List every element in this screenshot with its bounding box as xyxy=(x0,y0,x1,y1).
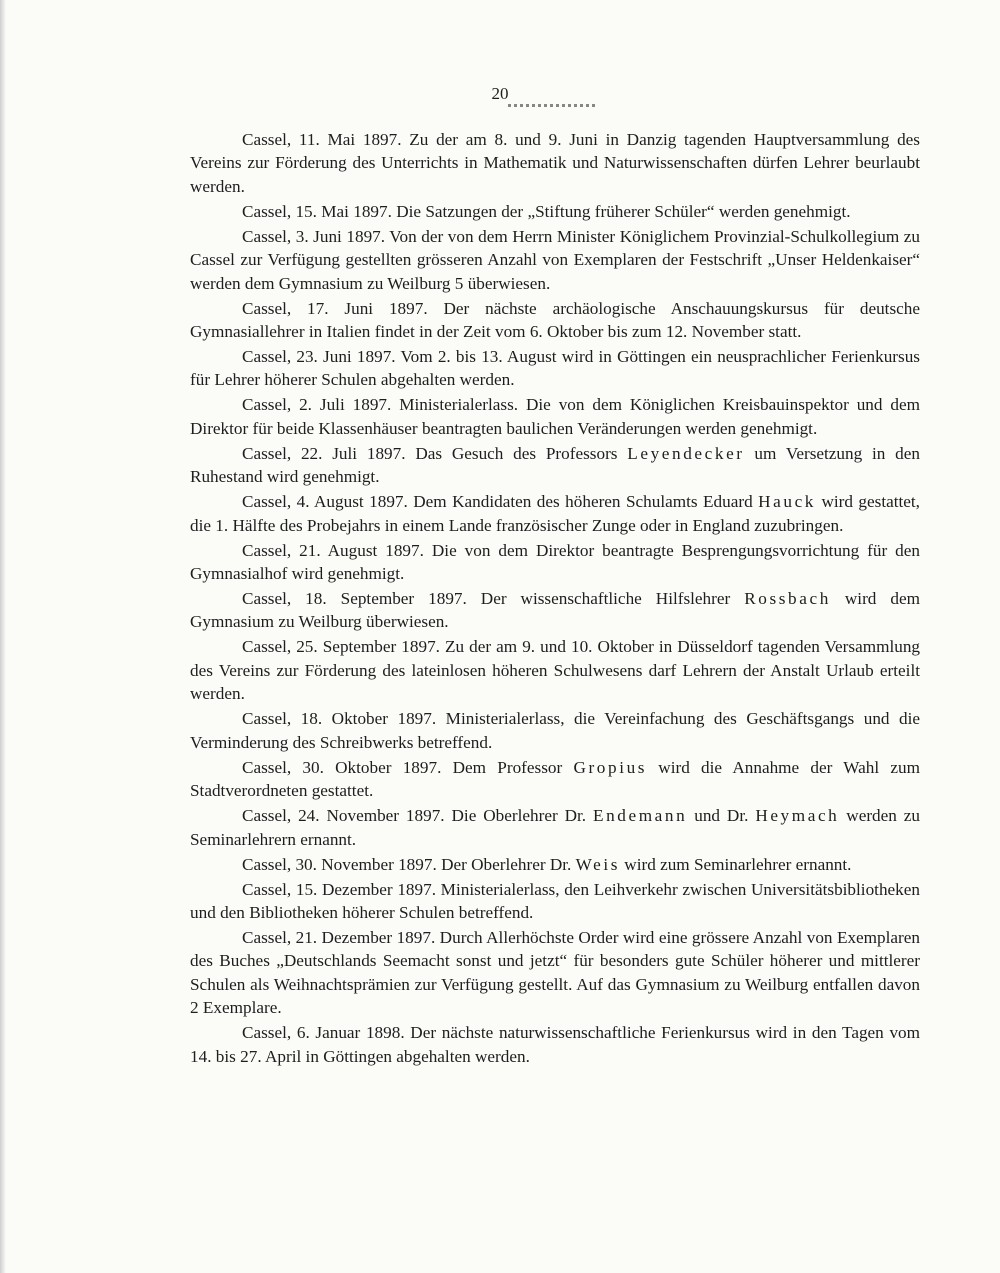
entry-date: Cassel, 30. Oktober 1897. xyxy=(242,757,442,777)
decree-entry xyxy=(190,225,920,295)
entry-date: Cassel, 18. Oktober 1897. xyxy=(242,709,437,729)
entry-date: Cassel, 30. November 1897. xyxy=(242,854,437,874)
entry-text: Vom 2. bis 13. August wird in Göttingen ein neusprachlicher Ferienkursus für Lehrer höherer Schulen abgehalten werden. xyxy=(190,347,920,390)
entry-text: Ministerialerlass, die Vereinfachung des Geschäftsgangs und die Verminderung des Schreibwerks betreffend. xyxy=(190,709,921,752)
scan-page-edge xyxy=(0,0,6,1273)
person-name: Gropius xyxy=(573,757,648,777)
decree-entry xyxy=(190,345,920,392)
person-name: Weis xyxy=(575,854,620,874)
person-name: Rossbach xyxy=(744,589,831,609)
person-name: Heymach xyxy=(755,806,840,826)
entry-text: Ministerialerlass. Die von dem Königlichen Kreisbauinspektor und dem Direktor für beide Klassenhäuser beantragten baulichen Veränderungen werden genehmigt. xyxy=(190,395,920,438)
entry-date: Cassel, 17. Juni 1897. xyxy=(242,298,428,318)
decree-entry xyxy=(190,926,920,1020)
document-body xyxy=(190,128,920,1070)
decree-entry xyxy=(190,393,920,440)
entry-text: Dem Professor xyxy=(441,757,574,777)
decree-entry xyxy=(190,707,920,754)
page-number: 20 xyxy=(491,84,509,103)
entry-date: Cassel, 21. August 1897. xyxy=(242,540,424,560)
entry-text: Der Oberlehrer Dr. xyxy=(436,854,576,874)
entry-text: wird die Annahme der Wahl zum Stadtverordneten gestattet. xyxy=(190,757,920,801)
entry-date: Cassel, 18. September 1897. xyxy=(242,589,467,609)
entry-date: Cassel, 2. Juli 1897. xyxy=(242,395,392,415)
entry-date: Cassel, 22. Juli 1897. xyxy=(242,443,406,463)
person-name: Endemann xyxy=(593,806,688,826)
entry-date: Cassel, 4. August 1897. xyxy=(242,492,408,512)
entry-text: Von der von dem Herrn Minister Königlichem Provinzial-Schulkollegium zu Cassel zur Verfügung gestellten grösseren Anzahl von Exemplaren der Festschrift „Unser Heldenkaiser“ werden dem Gymnasium zu Weilburg 5 überwiesen. xyxy=(190,226,920,293)
entry-text: Dem Kandidaten des höheren Schulamts Eduard xyxy=(407,492,759,512)
entry-text: wird dem Gymnasium zu Weilburg überwiesen. xyxy=(190,589,920,632)
decree-entry xyxy=(190,853,920,876)
entry-date: Cassel, 23. Juni 1897. xyxy=(242,347,396,367)
entry-text: Der wissenschaftliche Hilfslehrer xyxy=(466,589,745,609)
decree-entry xyxy=(190,297,920,344)
entry-text: Die Satzungen der „Stiftung früherer Schüler“ werden genehmigt. xyxy=(391,201,851,221)
entry-date: Cassel, 6. Januar 1898. xyxy=(242,1023,405,1043)
decree-entry xyxy=(190,878,920,925)
entry-text: Die Oberlehrer Dr. xyxy=(444,806,593,826)
entry-text: werden zu Seminarlehrern ernannt. xyxy=(190,806,921,849)
entry-text: wird zum Seminarlehrer ernannt. xyxy=(619,854,852,874)
entry-text: und Dr. xyxy=(687,806,756,826)
entry-text: Zu der am 9. und 10. Oktober in Düsseldorf tagenden Versammlung des Vereins zur Förderung des lateinlosen höheren Schulwesens darf Lehrern der Anstalt Urlaub erteilt werden. xyxy=(190,637,921,704)
entry-text: Der nächste naturwissenschaftliche Ferienkursus wird in den Tagen vom 14. bis 27. April in Göttingen abgehalten werden. xyxy=(190,1023,920,1066)
decree-entry xyxy=(190,587,920,634)
decorative-wavy-rule xyxy=(508,104,596,107)
decree-entry xyxy=(190,200,920,223)
entry-text: Das Gesuch des Professors xyxy=(405,443,628,463)
entry-date: Cassel, 15. Mai 1897. xyxy=(242,201,392,221)
entry-text: wird gestattet, die 1. Hälfte des Probejahrs in einem Lande französischer Zunge oder in England zuzubringen. xyxy=(190,492,920,535)
entry-text: um Versetzung in den Ruhestand wird genehmigt. xyxy=(190,443,920,487)
person-name: Leyendecker xyxy=(627,443,745,463)
entry-text: Durch Allerhöchste Order wird eine grössere Anzahl von Exemplaren des Buches „Deutschlands Seemacht sonst und jetzt“ für besonders gute Schüler höherer und mittlerer Schulen als Weihnachtsprämien zur Verfügung gestellt. Auf das Gymnasium zu Weilburg entfallen davon 2 Exemplare. xyxy=(190,927,920,1018)
entry-text: Zu der am 8. und 9. Juni in Danzig tagenden Hauptversammlung des Vereins zur Förderung des Unterrichts in Mathematik und Naturwissenschaften dürfen Lehrer beurlaubt werden. xyxy=(190,130,920,196)
decree-entry xyxy=(190,490,920,537)
entry-date: Cassel, 15. Dezember 1897. xyxy=(242,879,436,899)
entry-date: Cassel, 25. September 1897. xyxy=(242,637,440,657)
decree-entry xyxy=(190,539,920,586)
entry-date: Cassel, 11. Mai 1897. xyxy=(242,130,402,149)
decree-entry xyxy=(190,756,920,803)
entry-date: Cassel, 21. Dezember 1897. xyxy=(242,927,436,947)
decree-entry xyxy=(190,804,920,851)
decree-entry xyxy=(190,635,920,705)
entry-text: Der nächste archäologische Anschauungskursus für deutsche Gymnasiallehrer in Italien findet in der Zeit vom 6. Oktober bis zum 12. November statt. xyxy=(190,298,920,342)
decree-entry xyxy=(190,128,920,198)
entry-date: Cassel, 24. November 1897. xyxy=(242,806,445,826)
decree-entry xyxy=(190,442,920,489)
entry-text: Die von dem Direktor beantragte Besprengungsvorrichtung für den Gymnasialhof wird genehmigt. xyxy=(190,540,920,584)
person-name: Hauck xyxy=(758,492,816,512)
entry-text: Ministerialerlass, den Leihverkehr zwischen Universitätsbibliotheken und den Bibliotheken höherer Schulen betreffend. xyxy=(190,879,920,922)
entry-date: Cassel, 3. Juni 1897. xyxy=(242,226,386,246)
decree-entry xyxy=(190,1021,920,1068)
